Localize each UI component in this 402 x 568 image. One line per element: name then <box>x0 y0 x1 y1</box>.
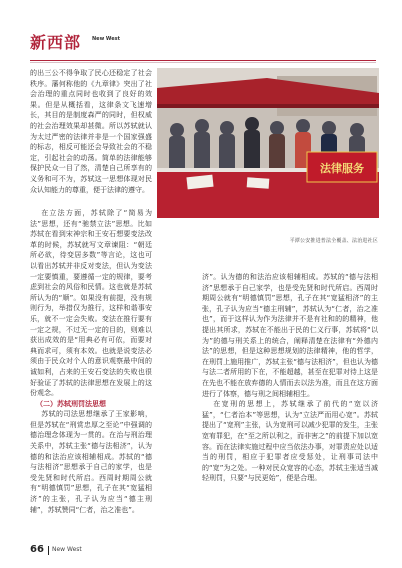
header-rule-thin <box>30 62 376 63</box>
footer-magazine-name: New West <box>52 546 82 553</box>
column-right <box>202 272 378 484</box>
news-photo <box>157 68 379 218</box>
page-header <box>0 0 402 62</box>
photo-caption: 平潭公安推进普法全覆盖、法治进社区 <box>289 238 378 244</box>
paragraph: 苏轼的司法思想继承了王家影响，但是苏轼在“刑赏忠厚之至论”中强调的德治理念体现为一贯的。在治与刑治理关系中，苏轼主张“德与法相济”，认为德的和法治应该相辅相成。苏轼的“德与法相济”思想承于自己的家学，也是受先贤和时代所启。西周时期周公就有“明德慎罚”思想，孔子在其“宽猛相济”的主张，孔子认为应当“德主刑辅”，苏轼赞同“仁者，治之准也”。 <box>30 410 152 514</box>
section-subhead: （二）苏轼刑罚法思想 <box>36 399 106 408</box>
banner-text: 法律服务 <box>320 162 364 175</box>
column-left-top <box>30 68 152 195</box>
footer-separator <box>48 546 49 555</box>
paragraph: 在立法方面，苏轼除了“简易为法”思想，还有“驰禁立法”思想。比如苏轼在看到宋神宗和王安石想要变法改革的时候，苏轼就写文章谏阻：“朝廷所必欲，待变居多数”等言论，这也可以看出苏轼并非反对变法，但认为变法一定要慎重，要遵循一定的规律，要考虑到社会的风俗和民情。这也就是苏轼所认为的“顺”。如果没有前提，没有规则行为，举措仅为推行，这样和谐事安乐，就不一定会失败。变法在推行要有一定之规，不过无一定的目的，则难以获出成效的是“用典必有可依，而要对典而求可，须有本效。也就是说变法必须由于民众对个人的意识观察最中间的诚如利，占来的王安石变法的失败也很好验证了苏轼的法律思想在发展上的这份观念。 <box>30 209 152 398</box>
header-rule <box>30 60 376 61</box>
page-footer <box>30 544 376 556</box>
paragraph: 的出三公不得争取了民心还稳定了社会秩序。藩何称他的《九章律》突出了社会治理的重点同时也收到了良好的效果。但是从概括看，这律条文飞速增长，其目的是制度森严的同时，但权威的社会治理效果却甚微。所以苏轼就认为太过严密的法律并非是一个国家强盛的标志，相反可能还会导致社会的不稳定，引起社会的动荡。简单的法律能够保护民众一目了然，清楚自己所享有的义务和可不为，苏轼这一思想体现对民众认知能力的尊重，便于法律的遵守。 <box>30 69 152 194</box>
column-left-bottom <box>30 208 152 515</box>
paragraph: 济”。认为德的和法治应该相辅相成。苏轼的“德与法相济”思想承于自己家学，也是受先贤和时代所启。西周时期周公就有“明德慎罚”思想，孔子在其“宽猛相济”的主张，孔子认为应当“德主刑辅”，苏轼认为“仁者，治之准也”，而于这样认为作为法律并不是有社和的的精神，他提出其所求，苏轼在不能出于民的仁义行事，苏轼将“以为”的德与刑关系上的统合，阐释清楚在法律有“外德内法”的思想，但是这种思想规划的法律精神，他的哲学，在刑罚上施用推广，苏轼主张“德与法相济”，但也认为德与法二者所用的下在，不能超越，甚至在犯罪对待上这是在先也不能在放弃德的人情而去以法为准，而且在这方面进行了体察，德与刑之间相辅相生。 <box>202 273 378 398</box>
paragraph: 在宽刑的思想上，苏轼继承了前代的“宽以济猛”，“仁者治本”等思想，认为“立法严而用心宽”。苏轼提出了“宽刑”主张，认为宽刑可以减少犯罪的发生，主张宽宥罪犯，在“至之所以利之，而非害之”的前提下加以宽容。而在法律实施过程中应当依法办事，对罪责应处以适当的刑罚，相应于犯罪者应受惩处，让刑事司法中的“宽”为之处。一种对民众宽容的心态，苏轼主张适当减轻刑罚，只要“与民更始”，便是合理。 <box>202 400 378 483</box>
magazine-logo-en: New West <box>92 36 121 42</box>
photo-scene <box>157 68 379 218</box>
magazine-logo: 新西部 <box>30 33 82 52</box>
page-number: 66 <box>30 544 44 555</box>
